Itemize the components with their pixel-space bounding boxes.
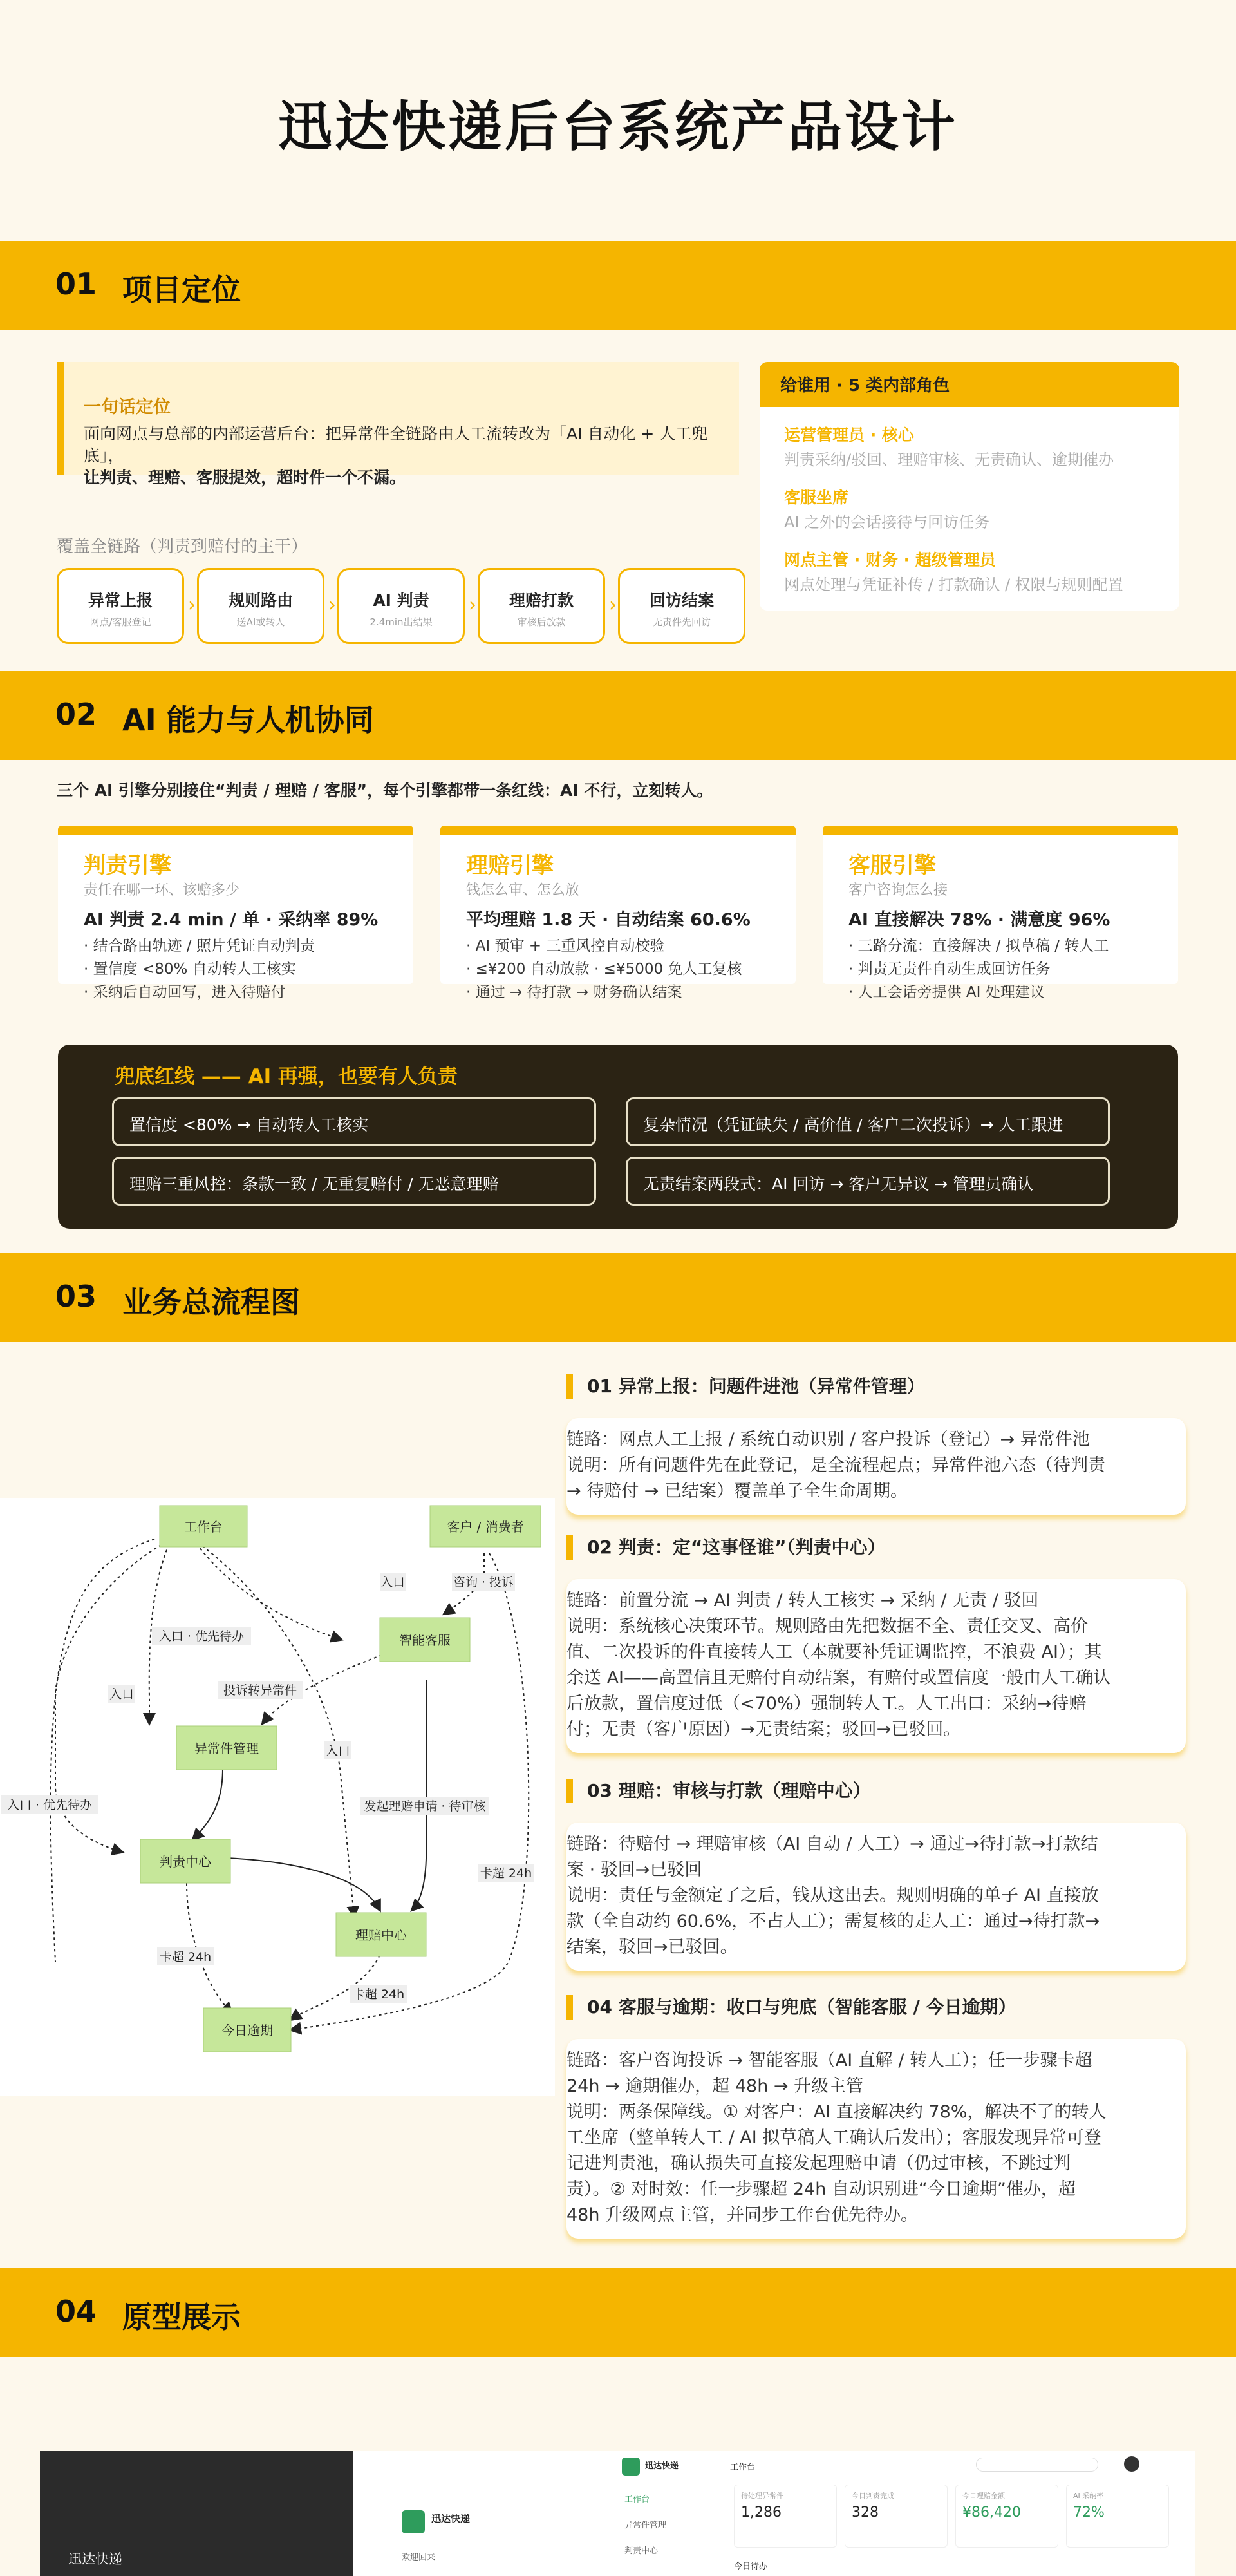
edge-smart-claims (412, 1680, 426, 1910)
role-desc: 网点处理与凭证补传 / 打款确认 / 权限与规则配置 (784, 576, 1123, 594)
engine-title: 判责引擎 (84, 853, 171, 878)
flow-diagram-svg (0, 1498, 555, 2096)
section-title: AI 能力与人机协同 (122, 703, 374, 737)
positioning-box (57, 362, 739, 487)
chevron-right-icon: › (188, 594, 196, 616)
section-header-3 (0, 1253, 1236, 1342)
engine-card-claims (440, 826, 796, 1001)
edge-label: 卡超 24h (480, 1866, 532, 1880)
logo-icon (622, 2458, 640, 2476)
engine-kpi: 平均理赔 1.8 天 · 自动结案 60.6% (466, 910, 751, 930)
prototype-dark-title: 迅达快递 (68, 2552, 122, 2567)
chain-step (618, 568, 745, 644)
flow-step-3 (566, 1779, 1186, 1971)
chain-step-title: 异常上报 (88, 591, 153, 610)
login-welcome: 欢迎回来 (402, 2553, 436, 2562)
edge-exception-judge (193, 1768, 223, 1839)
positioning-line-1: 面向网点与总部的内部运营后台：把异常件全链路由人工流转改为「AI 自动化 + 人工兜底」， (84, 424, 708, 465)
chain-step (337, 568, 465, 644)
edge-label: 卡超 24h (159, 1950, 212, 1964)
section-header-4 (0, 2268, 1236, 2357)
step-line: 案 · 驳回→已驳回 (566, 1860, 702, 1880)
edge-label: 入口 (325, 1744, 351, 1758)
redline-item: 理赔三重风控：条款一致 / 无重复赔付 / 无恶意理赔 (112, 1157, 596, 1206)
role-title: 客服坐席 (784, 488, 849, 507)
stat-value: 1,286 (741, 2505, 782, 2521)
redline-title: 兜底红线 —— AI 再强，也要有人负责 (115, 1065, 458, 1088)
role-desc: 判责采纳/驳回、理赔审核、无责确认、逾期催办 (784, 451, 1114, 469)
engine-bullet: · 人工会话旁提供 AI 处理建议 (848, 984, 1045, 1001)
stat-card (734, 2485, 837, 2548)
section-number: 04 (55, 2294, 97, 2329)
section-header-1 (0, 241, 1236, 330)
redline-panel (58, 1045, 1178, 1229)
chain-step-title: 规则路由 (228, 591, 293, 610)
step-card (566, 1823, 1186, 1971)
engine-card-judge (58, 826, 413, 1001)
chain-step-sub: 2.4min出结果 (370, 616, 433, 628)
logo-icon (402, 2510, 425, 2533)
engine-kpi: AI 判责 2.4 min / 单 · 采纳率 89% (84, 910, 379, 930)
engine-card-service (823, 826, 1178, 1001)
section-header-2 (0, 671, 1236, 760)
stat-value: ¥86,420 (962, 2505, 1021, 2521)
redline-item: 复杂情况（凭证缺失 / 高价值 / 客户二次投诉）→ 人工跟进 (626, 1097, 1110, 1146)
engine-title: 理赔引擎 (466, 853, 554, 878)
engine-bullet: · AI 预审 + 三重风控自动校验 (466, 938, 665, 954)
stat-label: 今日判责完成 (852, 2492, 894, 2500)
stat-value: 72% (1073, 2505, 1105, 2521)
chain-step-sub: 无责件先回访 (652, 616, 711, 628)
step-line: 余送 AI——高置信且无赔付自动结案，有赔付或置信度一般由人工确认 (566, 1668, 1111, 1688)
edge-label: 投诉转异常件 (223, 1683, 297, 1698)
chain-step-sub: 网点/客服登记 (89, 616, 151, 628)
ai-intro: 三个 AI 引擎分别接住“判责 / 理赔 / 客服”，每个引擎都带一条红线：AI 不行，立刻转人。 (57, 781, 713, 800)
roles-panel (760, 362, 1179, 611)
step-card (566, 1579, 1186, 1753)
role-title: 网点主管 · 财务 · 超级管理员 (784, 551, 996, 569)
chevron-right-icon: › (469, 594, 476, 616)
engine-subtitle: 客户咨询怎么接 (848, 882, 948, 898)
edge-label: 咨询 · 投诉 (453, 1575, 514, 1589)
edge-label: 卡超 24h (352, 1987, 405, 2002)
step-title: 02 判责：定“这事怪谁”（判责中心） (566, 1535, 1186, 1560)
section-number: 02 (55, 697, 97, 732)
engine-bullet: · ≤¥200 自动放款 · ≤¥5000 免人工复核 (466, 961, 742, 978)
dash-subtitle: 今日待办 (734, 2562, 768, 2571)
step-line: 48h 升级网点主管，并同步工作台优先待办。 (566, 2205, 919, 2225)
step-title: 04 客服与逾期：收口与兜底（智能客服 / 今日逾期） (566, 1995, 1186, 2020)
flow-step-2 (566, 1535, 1186, 1753)
stat-label: 待处理异常件 (741, 2492, 783, 2500)
chain-step-sub: 审核后放款 (517, 616, 566, 628)
dash-sidebar (615, 2485, 718, 2576)
step-line: 说明：两条保障线。① 对客户：AI 直接解决约 78%，解决不了的转人 (566, 2102, 1107, 2122)
engine-title: 客服引擎 (848, 853, 936, 878)
step-line: 链路：网点人工上报 / 系统自动识别 / 客户投诉（登记）→ 异常件池 (566, 1430, 1090, 1450)
engine-kpi: AI 直接解决 78% · 满意度 96% (848, 910, 1110, 930)
step-line: 24h → 逾期催办，超 48h → 升级主管 (566, 2076, 864, 2096)
step-line: 链路：前置分流 → AI 判责 / 转人工核实 → 采纳 / 无责 / 驳回 (566, 1591, 1039, 1611)
prototype-dark-panel (40, 2451, 353, 2576)
section-title: 业务总流程图 (122, 1285, 300, 1320)
chain-step (478, 568, 605, 644)
step-card (566, 1418, 1186, 1515)
prototype-login-screen (353, 2451, 615, 2576)
search-input[interactable] (976, 2458, 1098, 2472)
sidebar-item[interactable]: 异常件管理 (624, 2521, 667, 2530)
section-title: 项目定位 (122, 272, 241, 307)
step-line: → 待赔付 → 已结案）覆盖单子全生命周期。 (566, 1481, 908, 1501)
role-desc: AI 之外的会话接待与回访任务 (784, 513, 990, 531)
stat-card (955, 2485, 1058, 2548)
edge-label: 入口 · 优先待办 (158, 1629, 245, 1643)
sidebar-item[interactable]: 判责中心 (624, 2546, 659, 2556)
section-number: 01 (55, 267, 97, 301)
step-title: 03 理赔：审核与打款（理赔中心） (566, 1779, 1186, 1803)
role-title: 运营管理员 · 核心 (784, 426, 914, 444)
stat-value: 328 (852, 2505, 879, 2521)
engine-bullet: · 置信度 <80% 自动转人工核实 (84, 961, 296, 978)
engine-bullet: · 通过 → 待打款 → 财务确认结案 (466, 984, 682, 1001)
chain-step-title: AI 判责 (373, 591, 429, 610)
node-exception-label: 异常件管理 (194, 1741, 259, 1756)
avatar[interactable] (1124, 2456, 1139, 2472)
positioning-line-2: 让判责、理赔、客服提效，超时件一个不漏。 (84, 468, 406, 487)
flow-step-4 (566, 1995, 1186, 2239)
stat-card (845, 2485, 948, 2548)
prototype-dashboard (615, 2451, 1195, 2576)
chain-step (57, 568, 184, 644)
page-title: 迅达快递后台系统产品设计 (277, 95, 958, 158)
positioning-label: 一句话定位 (84, 397, 171, 417)
chain-step-title: 理赔打款 (509, 591, 574, 610)
dash-brand: 迅达快递 (645, 2461, 679, 2471)
step-line: 说明：所有问题件先在此登记，是全流程起点；异常件池六态（待判责 (566, 1455, 1105, 1475)
engine-subtitle: 钱怎么审、怎么放 (466, 882, 580, 898)
node-claims-label: 理赔中心 (355, 1927, 407, 1943)
chevron-right-icon: › (609, 594, 617, 616)
node-customer-label: 客户 / 消费者 (447, 1519, 524, 1535)
edge-judge-claims (206, 1857, 380, 1910)
step-line: 说明：系统核心决策环节。规则路由先把数据不全、责任交叉、高价 (566, 1616, 1088, 1636)
stat-card (1066, 2485, 1169, 2548)
engine-subtitle: 责任在哪一环、该赔多少 (84, 882, 240, 898)
flow-diagram (0, 1498, 555, 2096)
step-line: 链路：待赔付 → 理赔审核（AI 自动 / 人工）→ 通过→待打款→打款结 (566, 1834, 1098, 1854)
chain-step-sub: 送AI或转人 (236, 616, 285, 628)
role-item (760, 485, 1179, 532)
redline-item: 置信度 <80% → 自动转人工核实 (112, 1097, 596, 1146)
chain-step-title: 回访结案 (649, 591, 714, 610)
sidebar-item[interactable]: 工作台 (624, 2495, 650, 2505)
step-line: 说明：责任与金额定了之后，钱从这出去。规则明确的单子 AI 直接放 (566, 1886, 1099, 1906)
step-line: 款（全自动约 60.6%，不占人工）；需复核的走人工：通过→待打款→ (566, 1911, 1100, 1931)
step-line: 后放款，置信度过低（<70%）强制转人工。人工出口：采纳→待赔 (566, 1694, 1087, 1714)
step-title: 01 异常上报：问题件进池（异常件管理） (566, 1374, 1186, 1399)
edge-label: 入口 (109, 1687, 135, 1701)
engine-bullet: · 判责无责件自动生成回访任务 (848, 961, 1051, 978)
roles-header: 给谁用 · 5 类内部角色 (760, 362, 1179, 407)
chevron-right-icon: › (328, 594, 336, 616)
step-line: 付；无责（客户原因）→无责结案；驳回→已驳回。 (566, 1719, 961, 1739)
engine-bullet: · 结合路由轨迹 / 照片凭证自动判责 (84, 938, 315, 954)
chain-label: 覆盖全链路（判责到赔付的主干） (57, 537, 308, 556)
step-line: 结案，驳回→已驳回。 (566, 1937, 738, 1957)
engine-bullet: · 采纳后自动回写，进入待赔付 (84, 984, 286, 1001)
chain-step (197, 568, 324, 644)
node-judge-label: 判责中心 (160, 1854, 211, 1870)
edge-label: 入口 (380, 1575, 406, 1589)
edge-label: 入口 · 优先待办 (6, 1798, 93, 1812)
edge-workbench-smart (193, 1539, 341, 1640)
node-smart-service-label: 智能客服 (399, 1633, 451, 1648)
step-line: 记进判责池，确认损失可直接发起理赔申请（仍过审核，不跳过判 (566, 2154, 1071, 2174)
section-number: 03 (55, 1279, 97, 1314)
login-brand: 迅达快递 (431, 2513, 471, 2524)
step-line: 链路：客户咨询投诉 → 智能客服（AI 直解 / 转人工）；任一步骤卡超 (566, 2050, 1092, 2070)
edge-workbench-outer (51, 1539, 154, 1962)
dash-tab[interactable]: 工作台 (730, 2463, 756, 2472)
step-line: 值、二次投诉的件直接转人工（本就要补凭证调监控，不浪费 AI）；其 (566, 1642, 1102, 1662)
stat-label: AI 采纳率 (1073, 2492, 1104, 2500)
step-line: 工坐席（整单转人工 / AI 拟草稿人工确认后发出）；客服发现异常可登 (566, 2128, 1101, 2148)
role-item (760, 547, 1179, 594)
redline-item: 无责结案两段式：AI 回访 → 客户无异议 → 管理员确认 (626, 1157, 1110, 1206)
step-line: 责）。② 对时效：任一步骤超 24h 自动识别进“今日逾期”催办，超 (566, 2179, 1076, 2199)
node-overdue-label: 今日逾期 (221, 2023, 273, 2038)
stat-label: 今日理赔金额 (962, 2492, 1005, 2500)
flow-step-1 (566, 1374, 1186, 1515)
engine-bullet: · 三路分流：直接解决 / 拟草稿 / 转人工 (848, 938, 1109, 954)
step-card (566, 2039, 1186, 2239)
section-title: 原型展示 (122, 2300, 241, 2334)
flow-edges (51, 1539, 529, 2030)
role-item (760, 422, 1179, 469)
node-workbench-label: 工作台 (184, 1519, 223, 1535)
edge-label: 发起理赔申请 · 待审核 (364, 1799, 486, 1814)
